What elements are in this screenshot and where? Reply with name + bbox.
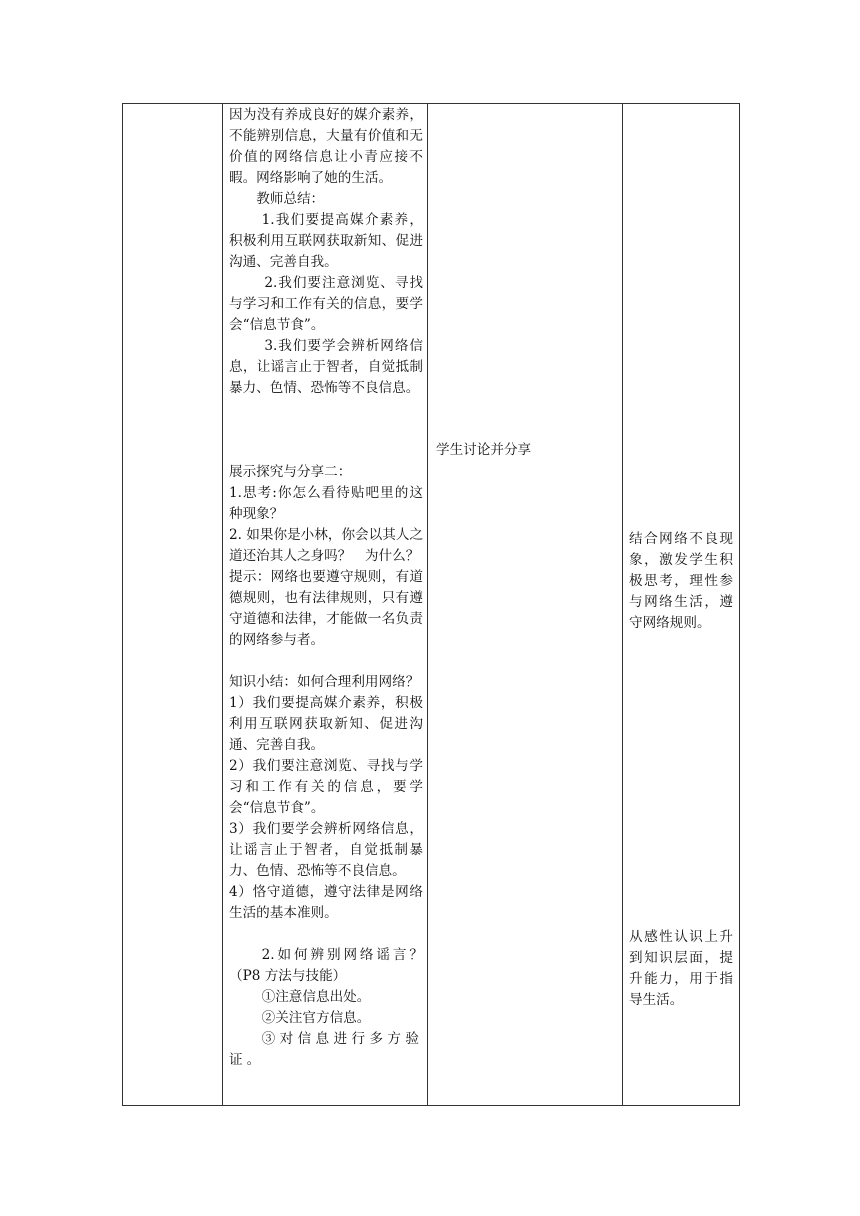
knowledge-point-1: 1）我们要提高媒介素养，积极利用互联网获取新知、促进沟通、完善自我。 [229, 695, 423, 753]
knowledge-point-3: 3）我们要学会辨析网络信息，让谣言止于智者，自觉抵制暴力、色情、恐怖等不良信息。 [229, 821, 423, 879]
blank-cell [123, 104, 223, 1106]
teacher-summary-heading: 教师总结： [256, 191, 325, 207]
rumor-method-2: ②关注官方信息。 [261, 1010, 371, 1026]
knowledge-point-2: 2）我们要注意浏览、寻找与学习和工作有关的信息，要学会“信息节食”。 [229, 758, 423, 816]
case-analysis-text: 因为没有养成良好的媒介素养，不能辨别信息，大量有价值和无价值的网络信息让小青应接不暇。网络影响了她的生活。 [229, 107, 423, 186]
summary-point-3: 3.我们要学会辨析网络信息，让谣言止于智者，自觉抵制暴力、色情、恐怖等不良信息。 [229, 338, 423, 396]
knowledge-summary-heading: 知识小结：如何合理利用网络？ [229, 674, 420, 690]
teacher-activity-cell [223, 104, 428, 1106]
rumor-question: 2.如何辨别网络谣言？（P8 方法与技能） [229, 947, 423, 984]
question-2: 2. 如果你是小林，你会以其人之道还治其人之身吗？ 为什么？ [229, 527, 424, 564]
design-intent-1: 结合网络不良现象，激发学生积极思考，理性参与网络生活，遵守网络规则。 [629, 531, 733, 631]
rumor-method-3: ③对信息进行多方验证。 [229, 1031, 423, 1068]
student-activity-text: 学生讨论并分享 [436, 442, 532, 458]
hint-text: 提示：网络也要遵守规则，有道德规则，也有法律规则，只有遵守道德和法律，才能做一名负责的网络参与者。 [229, 569, 423, 648]
lesson-plan-table [122, 103, 740, 1106]
design-intent-cell [623, 104, 740, 1106]
rumor-method-1: ①注意信息出处。 [261, 989, 371, 1005]
knowledge-point-4: 4）恪守道德，遵守法律是网络生活的基本准则。 [229, 884, 423, 921]
summary-point-2: 2.我们要注意浏览、寻找与学习和工作有关的信息，要学会“信息节食”。 [229, 275, 423, 333]
table-row [123, 104, 740, 1106]
student-activity-cell [428, 104, 623, 1106]
question-1: 1.思考:你怎么看待贴吧里的这种现象？ [229, 485, 423, 522]
summary-point-1: 1.我们要提高媒介素养，积极利用互联网获取新知、促进沟通、完善自我。 [229, 212, 423, 270]
exploration-heading: 展示探究与分享二： [229, 464, 352, 480]
design-intent-2: 从感性认识上升到知识层面，提升能力，用于指导生活。 [629, 929, 733, 1008]
